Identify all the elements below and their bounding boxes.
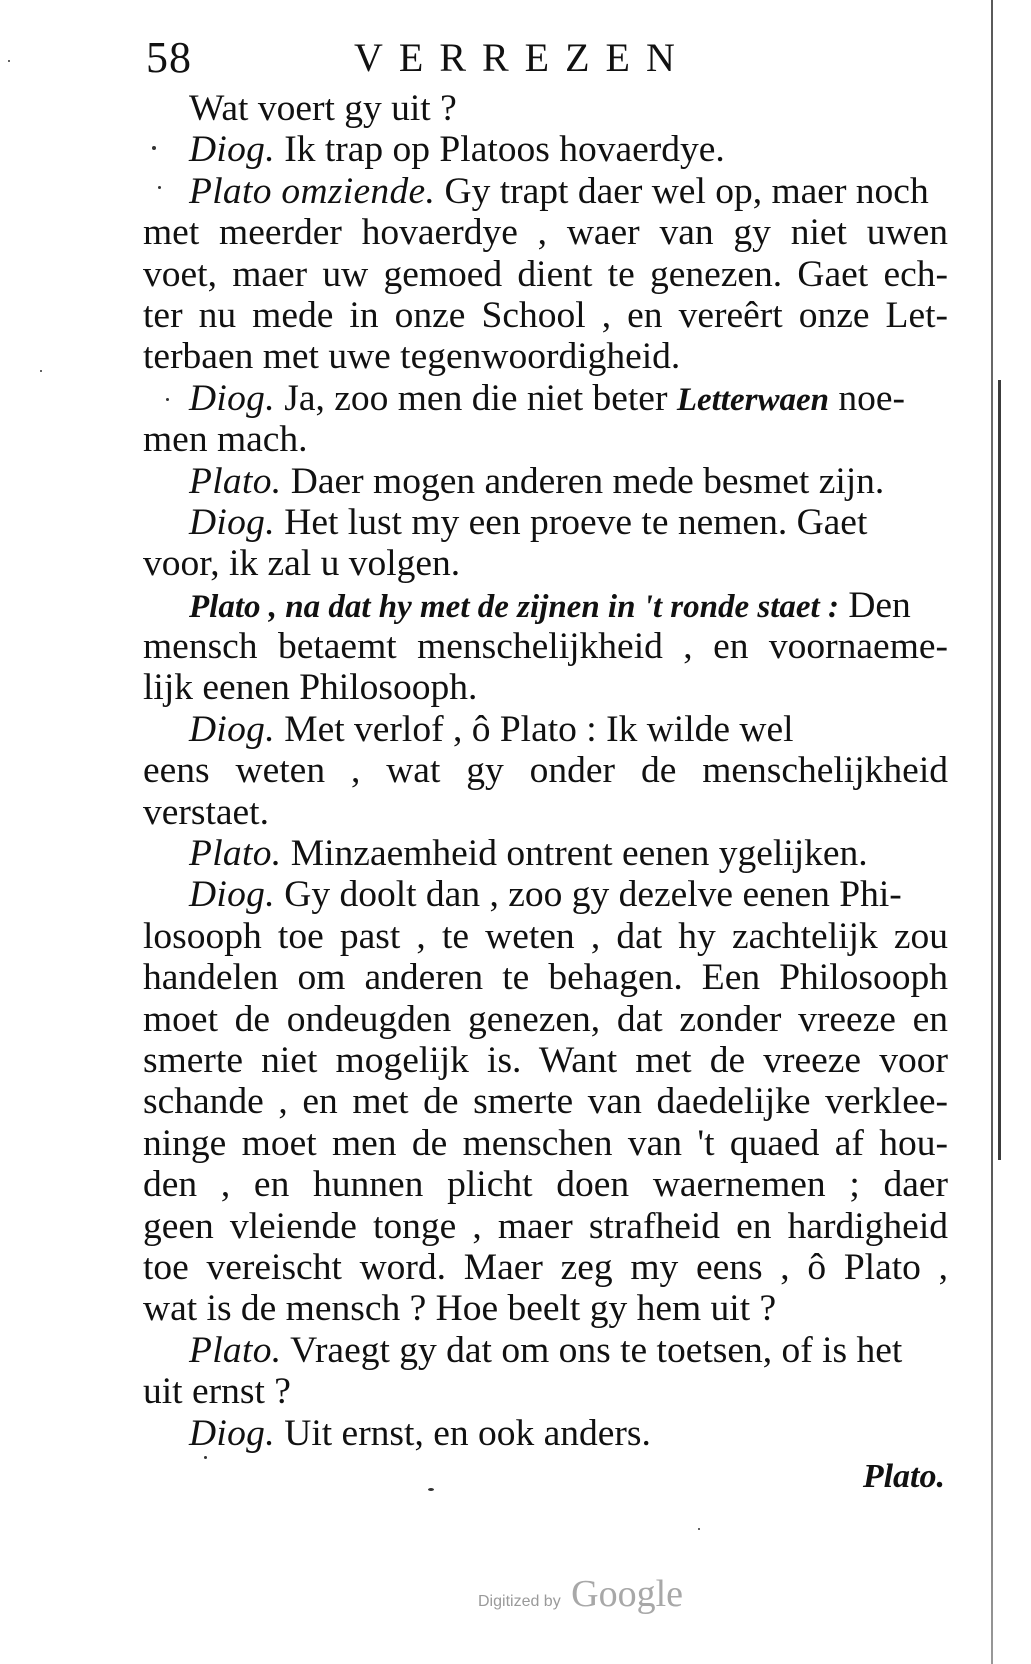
speaker-name: Diog. [189, 708, 275, 750]
ink-speck [158, 186, 161, 189]
speaker-name: Diog. [189, 501, 275, 543]
watermark-prefix: Digitized by [478, 1593, 561, 1610]
line-text: uit ernst ? [143, 1371, 291, 1413]
text-line [143, 709, 948, 750]
speaker-name: Diog. [189, 129, 275, 171]
page-number: 58 [146, 33, 192, 82]
line-text: Uit ernst, en ook anders. [274, 1412, 651, 1454]
line-text: mensch betaemt menschelijkheid , en voornaeme- [143, 626, 948, 668]
line-text: Daer mogen anderen mede besmet zijn. [281, 460, 885, 502]
speaker-name: Diog. [189, 874, 275, 916]
line-text: handelen om anderen te behagen. Een Philosooph [143, 957, 948, 999]
speaker-name: Plato. [189, 460, 282, 502]
line-text: geen vleiende tonge , maer strafheid en hardigheid [143, 1205, 948, 1247]
line-text: Met verlof , ô Plato : Ik wilde wel [274, 708, 794, 750]
text-line [143, 254, 948, 295]
text-line [143, 667, 948, 708]
watermark-logo: Google [571, 1573, 684, 1615]
page-edge-line [991, 0, 993, 1664]
line-text: ninge moet men de menschen van 't quaed af hou- [143, 1122, 948, 1164]
text-line [143, 295, 948, 336]
text-line [143, 1330, 948, 1371]
line-text: Vraegt gy dat om ons te toetsen, of is het [281, 1329, 903, 1371]
text-line [143, 874, 948, 915]
stage-direction: Letterwaen [676, 381, 829, 418]
line-text: voor, ik zal u volgen. [143, 543, 461, 585]
line-text: smerte niet mogelijk is. Want met de vreeze voor [143, 1039, 948, 1081]
line-text: Ja, zoo men die niet beter [274, 377, 677, 419]
text-line [143, 1081, 948, 1122]
speaker-name: Plato. [189, 833, 282, 875]
text-line [143, 129, 948, 170]
line-text: schande , en met de smerte van daedelijke verklee- [143, 1081, 948, 1123]
text-line [143, 419, 948, 460]
line-text: voet, maer uw gemoed dient te genezen. Gaet ech- [143, 253, 948, 295]
text-line [143, 999, 948, 1040]
ink-speck [8, 60, 10, 62]
speaker-name: Plato omziende. [189, 170, 436, 212]
ink-speck [428, 1488, 434, 1491]
line-text: terbaen met uwe tegenwoordigheid. [143, 336, 681, 378]
line-text: ter nu mede in onze School , en vereêrt onze Let- [143, 294, 948, 336]
line-text: eens weten , wat gy onder de menschelijkheid [143, 750, 948, 792]
text-line [143, 171, 948, 212]
line-text: met meerder hovaerdye , waer van gy niet uwen [143, 212, 948, 254]
speaker-name: Diog. [189, 1412, 275, 1454]
text-line [143, 750, 948, 791]
line-text: Den [838, 584, 911, 626]
line-text: men mach. [143, 419, 308, 461]
text-line [143, 88, 948, 129]
text-line [143, 1247, 948, 1288]
line-text: verstaet. [143, 791, 269, 833]
text-line [143, 1371, 948, 1412]
body-text [143, 88, 948, 1454]
line-text: noe- [828, 377, 905, 419]
ink-speck [204, 1456, 207, 1459]
speaker-name: Plato. [189, 1329, 282, 1371]
text-line [143, 1164, 948, 1205]
text-line [143, 1288, 948, 1329]
text-line [143, 461, 948, 502]
text-line [143, 1206, 948, 1247]
ink-speck [40, 370, 42, 372]
line-text: Gy trapt daer wel op, maer noch [435, 170, 929, 212]
running-head: VERREZEN [354, 35, 691, 80]
ink-speck [166, 398, 169, 401]
line-text: Minzaemheid ontrent eenen ygelijken. [281, 833, 868, 875]
line-text: Gy doolt dan , zoo gy dezelve eenen Phi- [274, 874, 902, 916]
page-header [146, 28, 746, 88]
line-text: moet de ondeugden genezen, dat zonder vreeze en [143, 998, 948, 1040]
line-text: wat is de mensch ? Hoe beelt gy hem uit ? [143, 1288, 777, 1330]
stage-direction: Plato , na dat hy met de zijnen in 't ronde staet : [189, 588, 839, 625]
digitization-watermark [478, 1572, 683, 1616]
text-line [143, 1123, 948, 1164]
catchword: Plato. [862, 1458, 945, 1495]
text-line [143, 378, 948, 419]
line-text: Ik trap op Platoos hovaerdye. [274, 129, 725, 171]
line-text: Wat voert gy uit ? [189, 88, 457, 129]
text-line [143, 626, 948, 667]
text-line [143, 212, 948, 253]
page-binding-shadow [998, 380, 1001, 1160]
text-line [143, 792, 948, 833]
line-text: toe vereischt word. Maer zeg my eens , ô Plato , [143, 1246, 948, 1288]
line-text: losooph toe past , te weten , dat hy zachtelijk zou [143, 915, 948, 957]
ink-speck [698, 1528, 700, 1530]
text-line [143, 336, 948, 377]
line-text: Het lust my een proeve te nemen. Gaet [274, 501, 868, 543]
line-text: lijk eenen Philosooph. [143, 667, 478, 709]
speaker-name: Diog. [189, 377, 275, 419]
text-line [143, 957, 948, 998]
text-line [143, 502, 948, 543]
text-line [143, 1040, 948, 1081]
text-line [143, 543, 948, 584]
text-line [143, 916, 948, 957]
text-line [143, 1413, 948, 1454]
text-line [143, 585, 948, 626]
text-line [143, 833, 948, 874]
ink-speck [152, 146, 156, 150]
line-text: den , en hunnen plicht doen waernemen ; daer [143, 1164, 948, 1206]
